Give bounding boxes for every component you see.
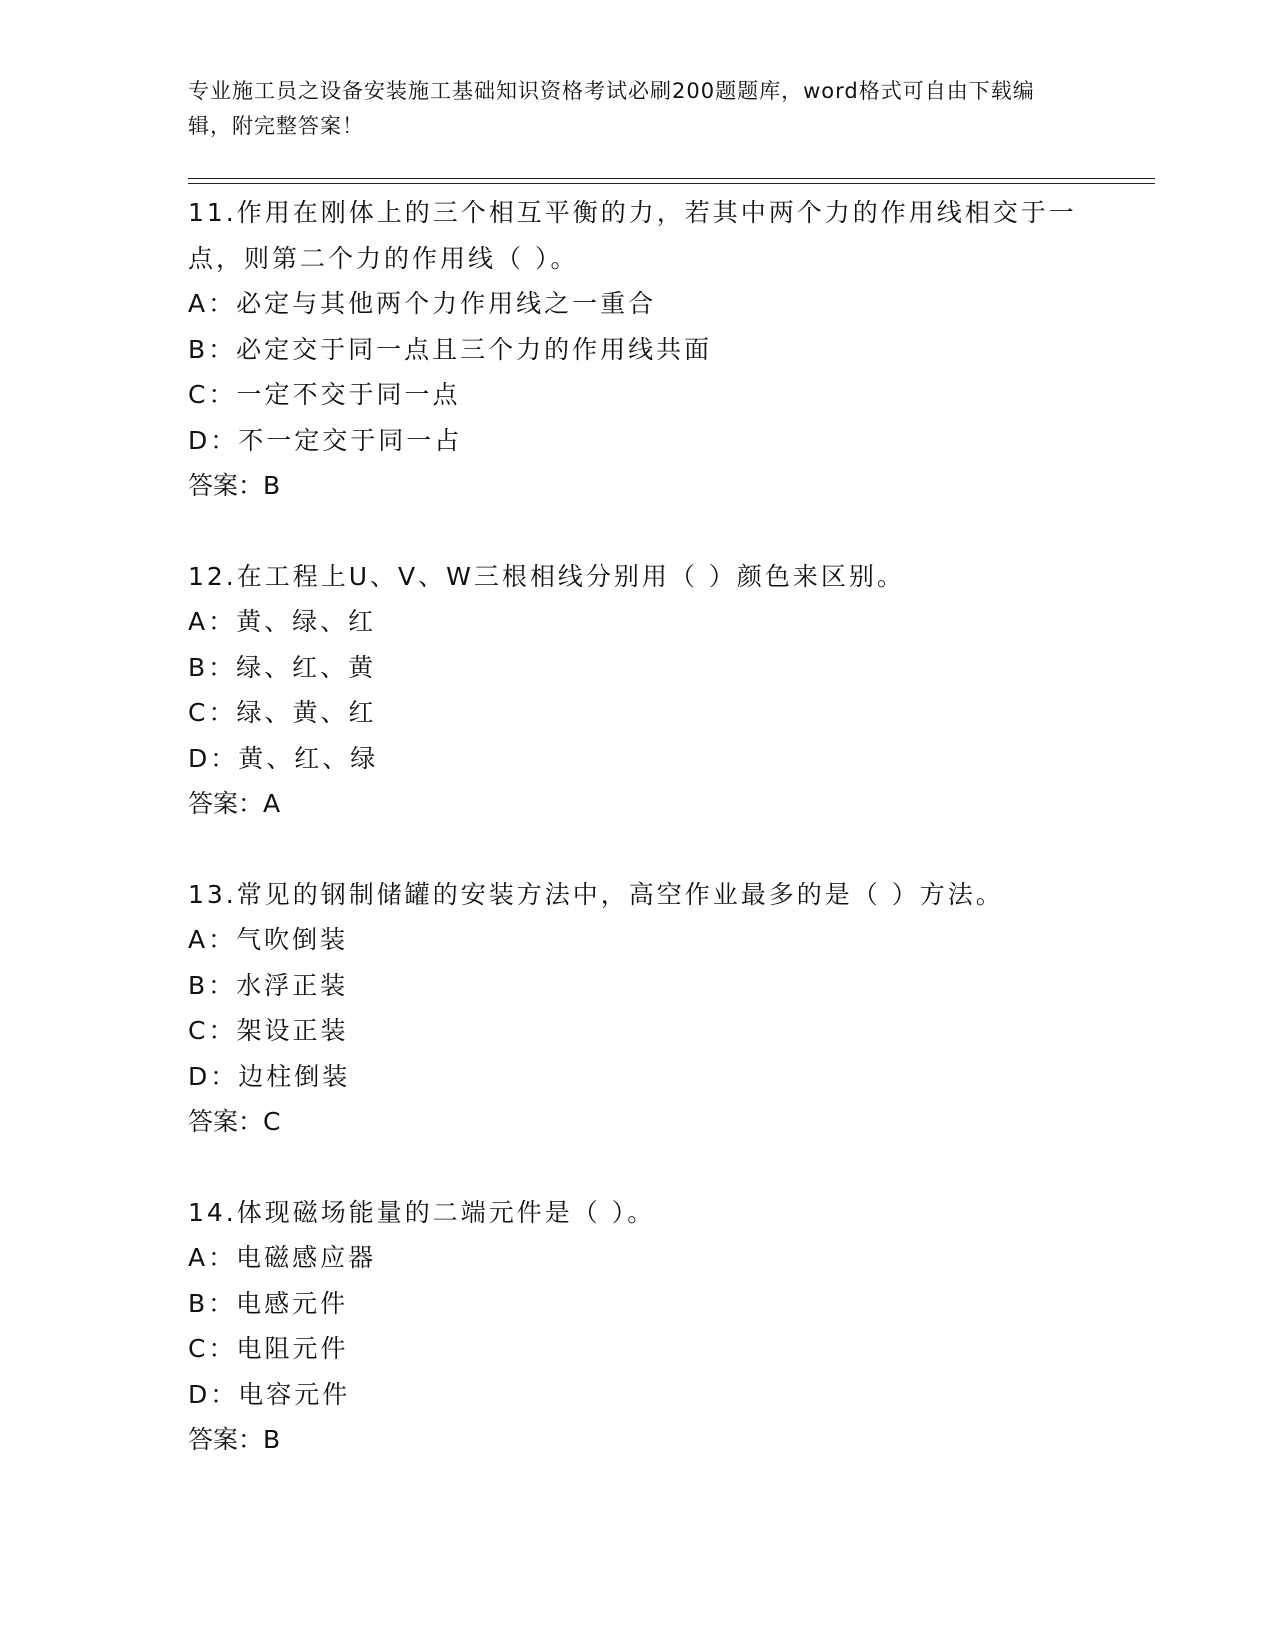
option-c: C：一定不交于同一点 xyxy=(188,380,461,409)
option-a: A：黄、绿、红 xyxy=(188,607,377,636)
option-c: C：架设正装 xyxy=(188,1016,349,1045)
answer: 答案：B xyxy=(188,471,281,500)
question-12 xyxy=(188,554,1108,827)
header-rule-top xyxy=(188,178,1155,179)
option-b: B：绿、红、黄 xyxy=(188,652,377,682)
option-d: D：边柱倒装 xyxy=(188,1061,351,1091)
option-d: D：黄、红、绿 xyxy=(188,743,379,773)
option-b: B：水浮正装 xyxy=(188,970,349,1000)
option-d: D：电容元件 xyxy=(188,1379,351,1409)
option-d: D：不一定交于同一占 xyxy=(188,425,463,455)
answer: 答案：C xyxy=(188,1107,281,1136)
option-a: A：必定与其他两个力作用线之一重合 xyxy=(188,289,657,318)
option-c: C：电阻元件 xyxy=(188,1334,349,1363)
question-13 xyxy=(188,872,1108,1145)
question-stem: 12.在工程上U、V、W三根相线分别用（ ）颜色来区别。 xyxy=(188,561,905,591)
question-stem: 14.体现磁场能量的二端元件是（ ）。 xyxy=(188,1197,656,1227)
document-header: 专业施工员之设备安装施工基础知识资格考试必刷200题题库，word格式可自由下载编辑，附完整答案！ xyxy=(188,79,1035,138)
question-list xyxy=(188,190,1108,1508)
question-stem: 13.常见的钢制储罐的安装方法中，高空作业最多的是（ ）方法。 xyxy=(188,879,1004,909)
option-b: B：必定交于同一点且三个力的作用线共面 xyxy=(188,334,713,364)
question-14 xyxy=(188,1190,1108,1463)
option-a: A：电磁感应器 xyxy=(188,1243,377,1272)
question-11 xyxy=(188,190,1108,509)
option-c: C：绿、黄、红 xyxy=(188,698,377,727)
answer: 答案：A xyxy=(188,789,281,818)
question-stem: 11.作用在刚体上的三个相互平衡的力，若其中两个力的作用线相交于一点，则第二个力的作用线（ ）。 xyxy=(188,198,1077,273)
header-rule-bottom xyxy=(188,183,1155,184)
option-b: B：电感元件 xyxy=(188,1288,349,1318)
answer: 答案：B xyxy=(188,1425,281,1454)
option-a: A：气吹倒装 xyxy=(188,925,349,954)
